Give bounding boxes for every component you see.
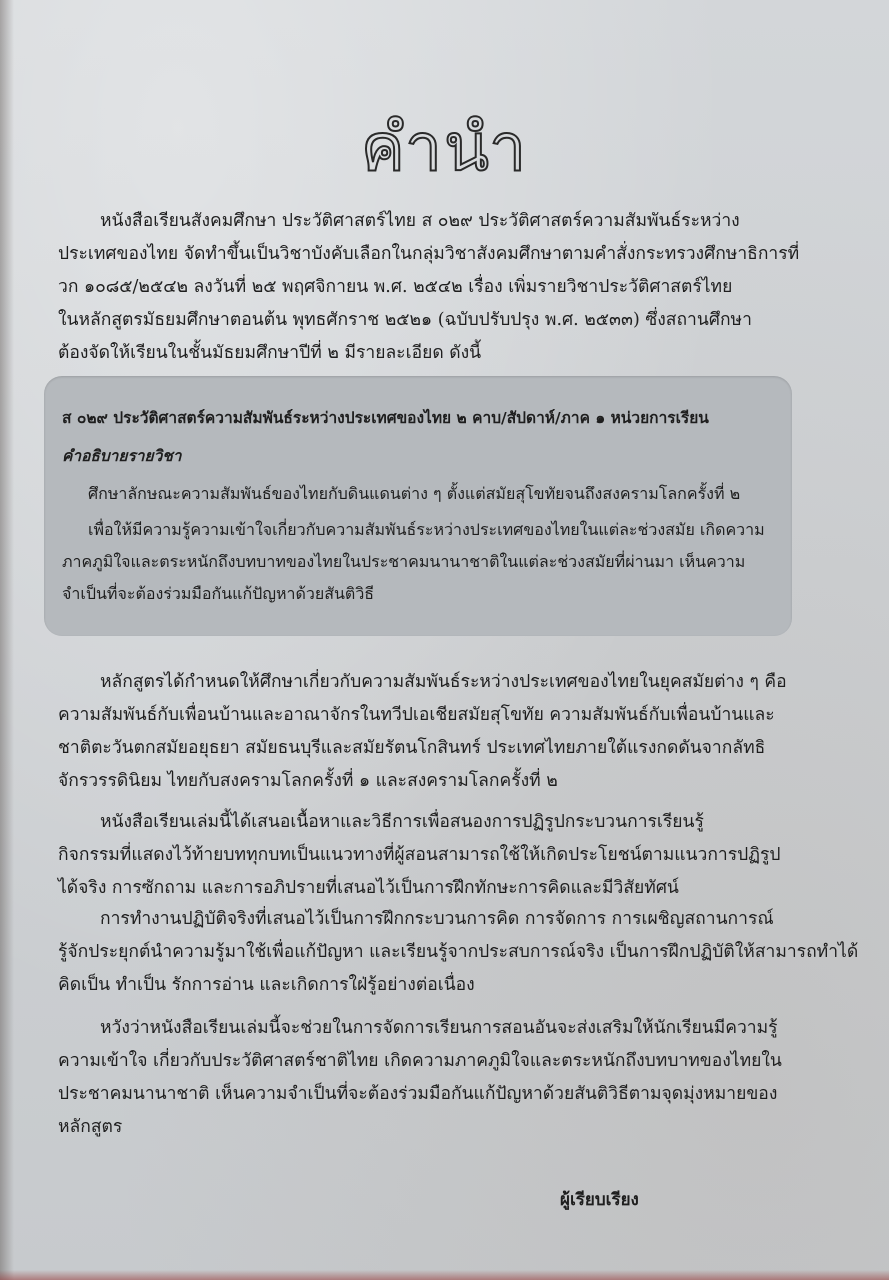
body-paragraph-practice [58,903,859,1002]
paragraph-line: รู้จักประยุกต์นำความรู้มาใช้เพื่อแก้ปัญหา และเรียนรู้จากประสบการณ์จริง เป็นการฝึกปฏิบัติให้สามารถทำได้ [58,942,859,962]
intro-line: ต้องจัดให้เรียนในชั้นมัธยมศึกษาปีที่ ๒ มีรายละเอียด ดังนี้ [58,343,482,363]
paragraph-line: ความเข้าใจ เกี่ยวกับประวัติศาสตร์ชาติไทย เกิดความภาคภูมิใจและตระหนักถึงบทบาทของไทยใน [58,1051,782,1071]
author-signature: ผู้เรียบเรียง [560,1190,639,1210]
page-edge-shadow [0,0,14,1280]
intro-line: ในหลักสูตรมัธยมศึกษาตอนต้น พุทธศักราช ๒๕๒๑ (ฉบับปรับปรุง พ.ศ. ๒๕๓๓) ซึ่งสถานศึกษา [58,310,752,330]
course-description-line: ภาคภูมิใจและตระหนักถึงบทบาทของไทยในประชาคมนานาชาติในแต่ละช่วงสมัยที่ผ่านมา เห็นความ [62,552,746,571]
paragraph-line: ได้จริง การซักถาม และการอภิปรายที่เสนอไว้เป็นการฝึกทักษะการคิดและมีวิสัยทัศน์ [58,878,679,898]
page-bottom-edge [0,1270,889,1280]
paragraph-line: หลักสูตรได้กำหนดให้ศึกษาเกี่ยวกับความสัมพันธ์ระหว่างประเทศของไทยในยุคสมัยต่าง ๆ คือ [100,672,787,692]
intro-line: วก ๑๐๘๕/๒๕๔๒ ลงวันที่ ๒๕ พฤศจิกายน พ.ศ. ๒๕๔๒ เรื่อง เพิ่มรายวิชาประวัติศาสตร์ไทย [58,277,733,297]
paragraph-line: ความสัมพันธ์กับเพื่อนบ้านและอาณาจักรในทวีปเอเชียสมัยสุโขทัย ความสัมพันธ์กับเพื่อนบ้านและ [58,705,775,725]
paragraph-line: กิจกรรมที่แสดงไว้ท้ายบททุกบทเป็นแนวทางที่ผู้สอนสามารถใช้ให้เกิดประโยชน์ตามแนวการปฏิรูป [58,845,781,865]
paragraph-line: คิดเป็น ทำเป็น รักการอ่าน และเกิดการใฝ่รู้อย่างต่อเนื่อง [58,975,475,995]
course-heading: ส ๐๒๙ ประวัติศาสตร์ความสัมพันธ์ระหว่างประเทศของไทย ๒ คาบ/สัปดาห์/ภาค ๑ หน่วยการเรียน [62,409,709,427]
course-description-line: ศึกษาลักษณะความสัมพันธ์ของไทยกับดินแดนต่าง ๆ ตั้งแต่สมัยสุโขทัยจนถึงสงครามโลกครั้งที่ ๒ [88,484,741,503]
paragraph-line: การทำงานปฏิบัติจริงที่เสนอไว้เป็นการฝึกกระบวนการคิด การจัดการ การเผชิญสถานการณ์ [100,909,774,929]
page-title: คำนำ [360,109,529,186]
paragraph-line: หวังว่าหนังสือเรียนเล่มนี้จะช่วยในการจัดการเรียนการสอนอันจะส่งเสริมให้นักเรียนมีความรู้ [100,1018,778,1038]
course-subheading: คำอธิบายรายวิชา [62,447,182,465]
paragraph-line: หลักสูตร [58,1117,123,1137]
paragraph-line: ประชาคมนานาชาติ เห็นความจำเป็นที่จะต้องร่วมมือกันแก้ปัญหาด้วยสันติวิธีตามจุดมุ่งหมายของ [58,1084,778,1104]
body-paragraph-content [58,806,808,905]
course-description-line: เพื่อให้มีความรู้ความเข้าใจเกี่ยวกับความสัมพันธ์ระหว่างประเทศของไทยในแต่ละช่วงสมัย เกิดความ [88,520,765,539]
intro-line: ประเทศของไทย จัดทำขึ้นเป็นวิชาบังคับเลือกในกลุ่มวิชาสังคมศึกษาตามคำสั่งกระทรวงศึกษาธิการที่ [58,244,800,264]
body-paragraph-hope [58,1012,808,1144]
paragraph-line: หนังสือเรียนเล่มนี้ได้เสนอเนื้อหาและวิธีการเพื่อสนองการปฏิรูปกระบวนการเรียนรู้ [100,812,704,832]
paragraph-line: ชาติตะวันตกสมัยอยุธยา สมัยธนบุรีและสมัยรัตนโกสินทร์ ประเทศไทยภายใต้แรงกดดันจากลัทธิ [58,738,766,758]
intro-line: หนังสือเรียนสังคมศึกษา ประวัติศาสตร์ไทย ส ๐๒๙ ประวัติศาสตร์ความสัมพันธ์ระหว่าง [100,211,740,231]
intro-paragraph [58,205,808,370]
course-description-box [44,376,792,636]
course-description-line: จำเป็นที่จะต้องร่วมมือกันแก้ปัญหาด้วยสันติวิธี [62,584,375,603]
paragraph-line: จักรวรรดินิยม ไทยกับสงครามโลกครั้งที่ ๑ และสงครามโลกครั้งที่ ๒ [58,771,558,791]
body-paragraph-curriculum [58,666,808,798]
